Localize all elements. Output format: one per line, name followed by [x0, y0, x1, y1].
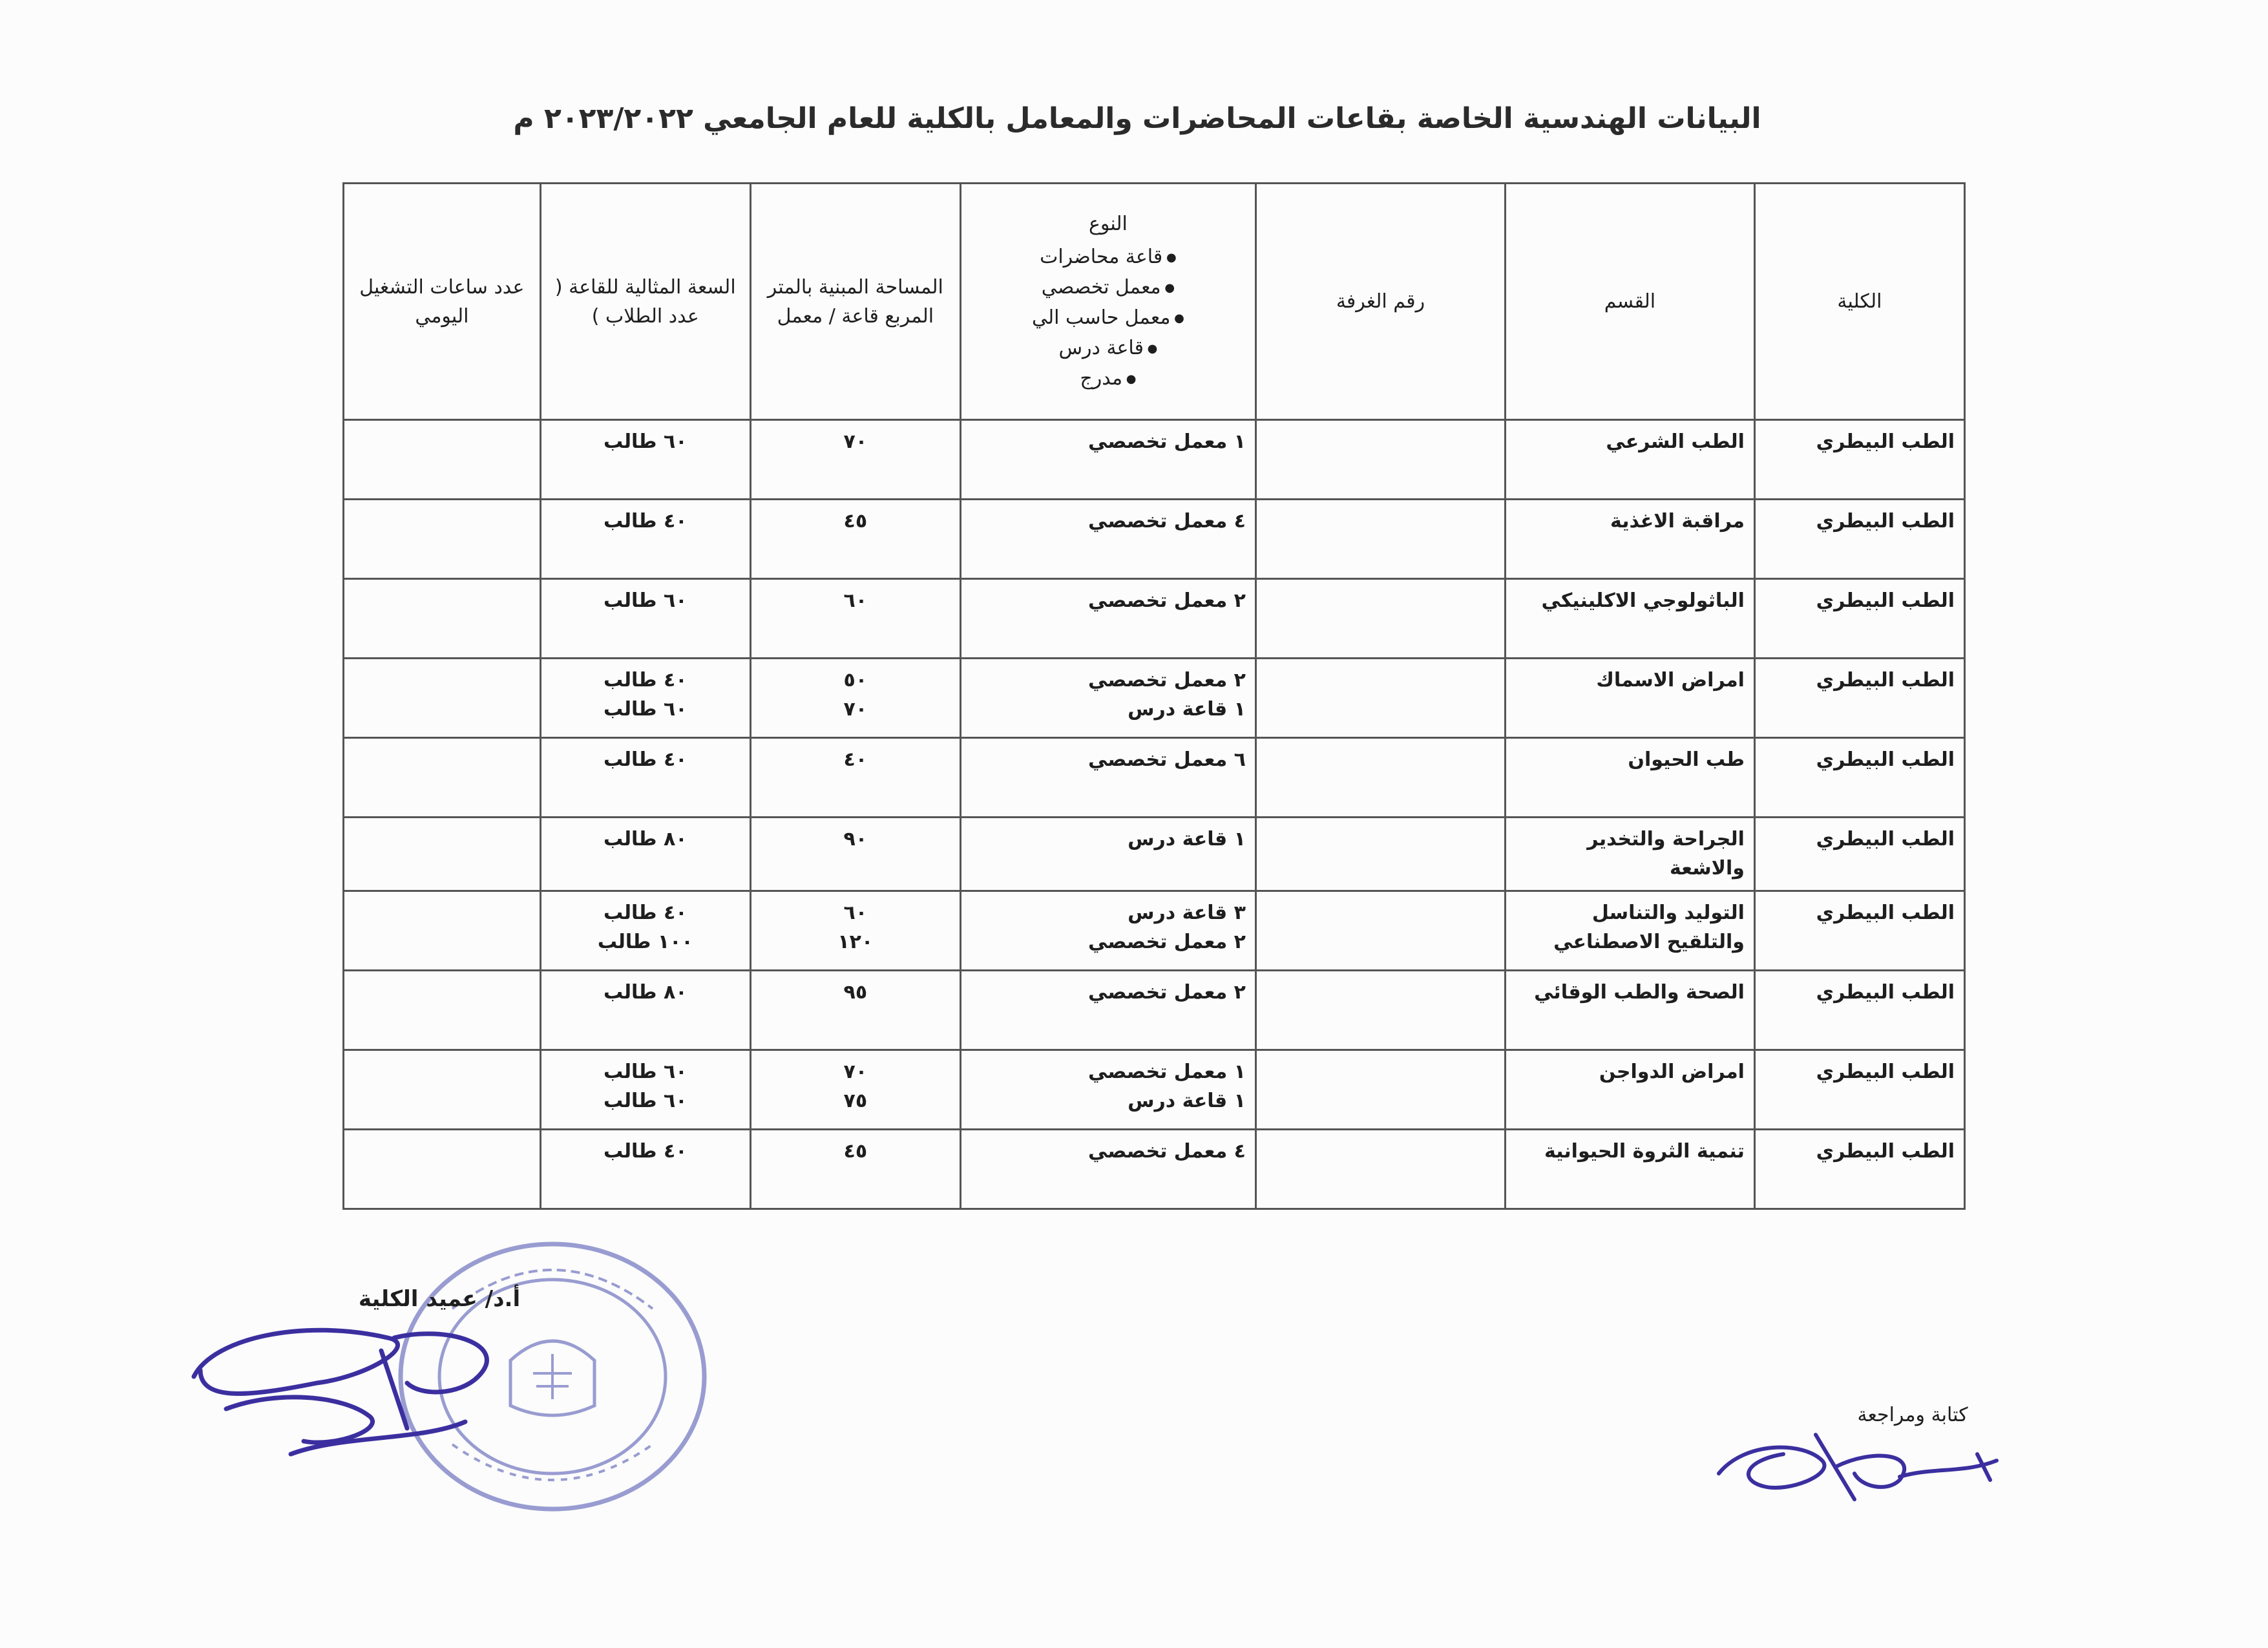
- cell-faculty: الطب البيطري: [1754, 891, 1964, 970]
- cell-area-line: ٧٠: [843, 1060, 868, 1083]
- cell-hours: [344, 1129, 541, 1209]
- cell-capacity: [540, 738, 750, 818]
- cell-type: [960, 579, 1255, 659]
- cell-room-number: [1255, 818, 1505, 891]
- cell-type-line: ٢ معمل تخصصي: [1087, 930, 1246, 953]
- cell-capacity-line: ٨٠ طالب: [603, 980, 688, 1004]
- cell-faculty: الطب البيطري: [1754, 500, 1964, 579]
- cell-area-line: ٤٥: [843, 1139, 868, 1163]
- cell-capacity-line: ٤٠ طالب: [603, 669, 688, 692]
- cell-capacity-line: ٤٠ طالب: [603, 1139, 688, 1163]
- cell-room-number: [1255, 891, 1505, 970]
- cell-type-line: ٢ معمل تخصصي: [1087, 980, 1246, 1004]
- cell-capacity: [540, 818, 750, 891]
- table-row: [344, 659, 1965, 738]
- cell-capacity-line: ٦٠ طالب: [603, 589, 688, 612]
- header-hours: عدد ساعات التشغيل اليومي: [344, 184, 541, 420]
- cell-capacity-line: ٨٠ طالب: [603, 828, 688, 850]
- cell-hours: [344, 738, 541, 818]
- cell-type-line: ١ معمل تخصصي: [1087, 1060, 1246, 1083]
- header-type: [960, 184, 1255, 420]
- cell-faculty: الطب البيطري: [1754, 970, 1964, 1050]
- cell-type: [960, 818, 1255, 891]
- type-options-list: [971, 242, 1246, 393]
- cell-area: [750, 659, 960, 738]
- table-header-row: [344, 184, 1965, 420]
- cell-type: [960, 738, 1255, 818]
- cell-room-number: [1255, 500, 1505, 579]
- cell-department: التوليد والتناسل والتلقيح الاصطناعي: [1505, 891, 1754, 970]
- cell-capacity: [540, 1129, 750, 1209]
- table-row: [344, 738, 1965, 818]
- cell-department: تنمية الثروة الحيوانية: [1505, 1129, 1754, 1209]
- cell-area-line: ٧٥: [843, 1089, 868, 1112]
- cell-area: [750, 891, 960, 970]
- cell-room-number: [1255, 420, 1505, 500]
- table-row: [344, 500, 1965, 579]
- cell-type-line: ٤ معمل تخصصي: [1087, 510, 1246, 533]
- cell-area-line: ٤٠: [843, 748, 868, 771]
- cell-type-line: ٢ معمل تخصصي: [1087, 589, 1246, 612]
- header-department: القسم: [1505, 184, 1754, 420]
- cell-area: [750, 579, 960, 659]
- cell-capacity: [540, 579, 750, 659]
- cell-department: طب الحيوان: [1505, 738, 1754, 818]
- cell-area-line: ٤٥: [843, 510, 868, 533]
- cell-area-line: ٩٥: [843, 980, 868, 1004]
- cell-faculty: الطب البيطري: [1754, 738, 1964, 818]
- cell-department: امراض الاسماك: [1505, 659, 1754, 738]
- cell-department: الصحة والطب الوقائي: [1505, 970, 1754, 1050]
- table-row: [344, 420, 1965, 500]
- cell-area-line: ١٢٠: [837, 930, 874, 953]
- cell-department: الباثولوجي الاكلينيكي: [1505, 579, 1754, 659]
- cell-department: مراقبة الاغذية: [1505, 500, 1754, 579]
- type-option: ● معمل حاسب الي: [971, 303, 1246, 332]
- cell-capacity-line: ٦٠ طالب: [603, 1060, 688, 1083]
- cell-type: [960, 500, 1255, 579]
- cell-capacity-line: ٤٠ طالب: [603, 901, 688, 924]
- table-row: [344, 579, 1965, 659]
- table-row: [344, 1129, 1965, 1209]
- cell-area: [750, 500, 960, 579]
- cell-room-number: [1255, 659, 1505, 738]
- cell-type: [960, 891, 1255, 970]
- header-type-title: النوع: [1088, 212, 1128, 235]
- cell-area-line: ٦٠: [843, 589, 868, 612]
- cell-room-number: [1255, 1050, 1505, 1129]
- reviewer-signature: [1706, 1415, 2029, 1519]
- cell-department: الطب الشرعي: [1505, 420, 1754, 500]
- cell-type-line: ١ قاعة درس: [1128, 1089, 1246, 1112]
- cell-type-line: ٣ قاعة درس: [1128, 901, 1246, 924]
- cell-type: [960, 659, 1255, 738]
- cell-capacity-line: ٦٠ طالب: [603, 698, 688, 721]
- cell-capacity: [540, 891, 750, 970]
- cell-area: [750, 1050, 960, 1129]
- header-area: المساحة المبنية بالمتر المربع قاعة / معمل: [750, 184, 960, 420]
- cell-faculty: الطب البيطري: [1754, 1129, 1964, 1209]
- cell-capacity-line: ٤٠ طالب: [603, 510, 688, 533]
- rooms-table: [342, 182, 1966, 1210]
- cell-hours: [344, 970, 541, 1050]
- cell-area: [750, 1129, 960, 1209]
- header-room-number: رقم الغرفة: [1255, 184, 1505, 420]
- cell-type: [960, 1050, 1255, 1129]
- cell-area-line: ٧٠: [843, 430, 868, 453]
- cell-type-line: ١ قاعة درس: [1128, 698, 1246, 721]
- cell-hours: [344, 818, 541, 891]
- cell-room-number: [1255, 970, 1505, 1050]
- cell-type: [960, 420, 1255, 500]
- cell-area: [750, 738, 960, 818]
- cell-capacity: [540, 659, 750, 738]
- page-title: البيانات الهندسية الخاصة بقاعات المحاضرات والمعامل بالكلية للعام الجامعي ٢٠٢٣/٢٠٢٢ م: [513, 102, 1761, 135]
- table-row: [344, 891, 1965, 970]
- cell-type-line: ١ قاعة درس: [1128, 828, 1246, 850]
- type-option: ● قاعة درس: [971, 333, 1246, 363]
- cell-faculty: الطب البيطري: [1754, 1050, 1964, 1129]
- cell-area-line: ٧٠: [843, 698, 868, 721]
- cell-area: [750, 970, 960, 1050]
- table-row: [344, 818, 1965, 891]
- type-option: ● مدرج: [971, 364, 1246, 393]
- cell-hours: [344, 500, 541, 579]
- type-option: ● قاعة محاضرات: [971, 242, 1246, 271]
- cell-capacity-line: ٤٠ طالب: [603, 748, 688, 771]
- cell-type-line: ٤ معمل تخصصي: [1087, 1139, 1246, 1163]
- type-option: ● معمل تخصصي: [971, 273, 1246, 302]
- review-label: كتابة ومراجعة: [1857, 1404, 1968, 1426]
- cell-type-line: ٢ معمل تخصصي: [1087, 669, 1246, 692]
- cell-department: الجراحة والتخدير والاشعة: [1505, 818, 1754, 891]
- cell-faculty: الطب البيطري: [1754, 420, 1964, 500]
- cell-type: [960, 1129, 1255, 1209]
- cell-faculty: الطب البيطري: [1754, 659, 1964, 738]
- cell-capacity: [540, 970, 750, 1050]
- cell-hours: [344, 891, 541, 970]
- cell-hours: [344, 659, 541, 738]
- dean-signature: [174, 1299, 536, 1493]
- cell-faculty: الطب البيطري: [1754, 818, 1964, 891]
- cell-area-line: ٩٠: [843, 828, 868, 850]
- cell-capacity: [540, 420, 750, 500]
- cell-type-line: ٦ معمل تخصصي: [1087, 748, 1246, 771]
- cell-room-number: [1255, 579, 1505, 659]
- cell-room-number: [1255, 1129, 1505, 1209]
- cell-hours: [344, 579, 541, 659]
- cell-type-line: ١ معمل تخصصي: [1087, 430, 1246, 453]
- header-capacity: السعة المثالية للقاعة ( عدد الطلاب ): [540, 184, 750, 420]
- cell-capacity-line: ١٠٠ طالب: [597, 930, 693, 953]
- table-body: [344, 420, 1965, 1209]
- header-faculty: الكلية: [1754, 184, 1964, 420]
- cell-capacity: [540, 500, 750, 579]
- cell-area-line: ٦٠: [843, 901, 868, 924]
- cell-capacity-line: ٦٠ طالب: [603, 430, 688, 453]
- cell-area: [750, 420, 960, 500]
- cell-capacity: [540, 1050, 750, 1129]
- cell-type: [960, 970, 1255, 1050]
- cell-faculty: الطب البيطري: [1754, 579, 1964, 659]
- dean-signature-label: أ.د/ عميد الكلية: [358, 1286, 521, 1312]
- cell-hours: [344, 1050, 541, 1129]
- cell-capacity-line: ٦٠ طالب: [603, 1089, 688, 1112]
- cell-room-number: [1255, 738, 1505, 818]
- cell-department: امراض الدواجن: [1505, 1050, 1754, 1129]
- table-row: [344, 970, 1965, 1050]
- cell-area: [750, 818, 960, 891]
- cell-area-line: ٥٠: [843, 669, 868, 692]
- table-row: [344, 1050, 1965, 1129]
- cell-hours: [344, 420, 541, 500]
